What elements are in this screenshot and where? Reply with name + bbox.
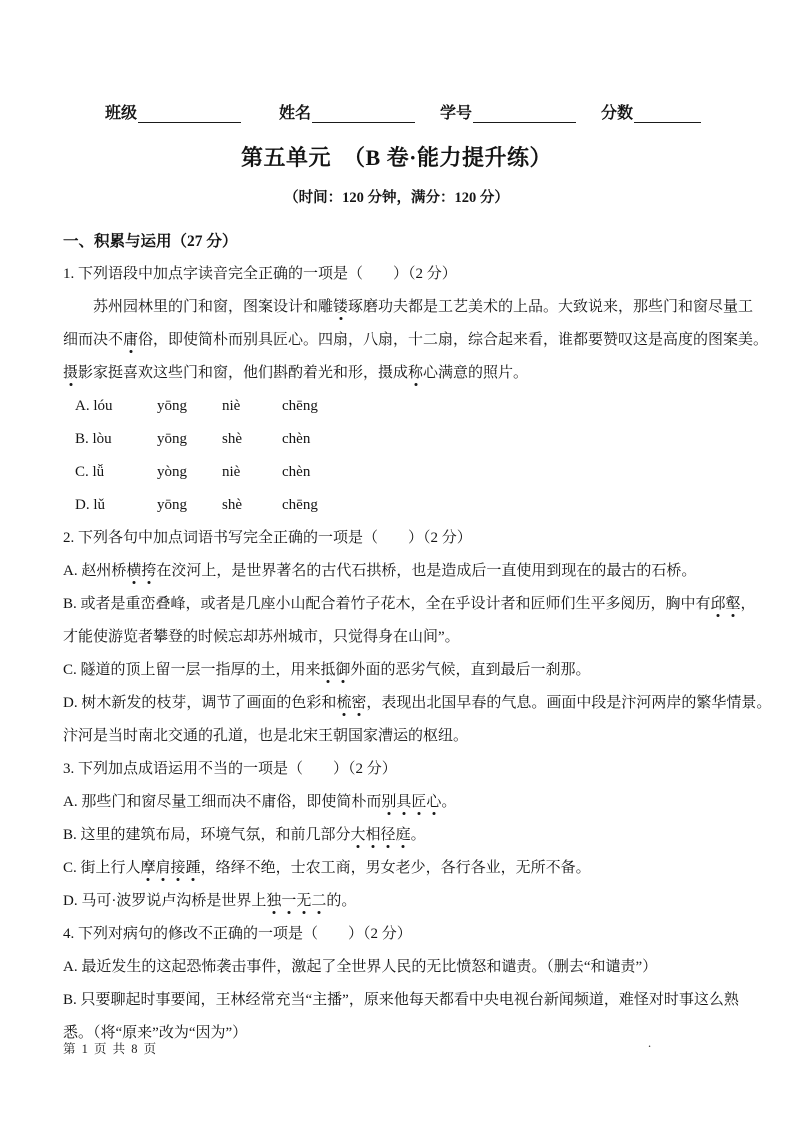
passage-line: 摄影家挺喜欢这些门和窗，他们斟酌着光和形，摄成称心满意的照片。 <box>63 365 529 381</box>
pinyin-cell: niè <box>222 464 241 480</box>
pinyin-cell: yòng <box>157 464 187 480</box>
pinyin-cell: C. lǚ <box>75 464 105 480</box>
emphasis-dotted-char: 具 <box>396 794 412 810</box>
emphasis-dotted-char: 镂 <box>333 299 349 315</box>
emphasis-dotted-char: 密 <box>351 695 367 711</box>
emphasis-dotted-char: 摄 <box>63 365 79 381</box>
emphasis-dotted-char: 御 <box>335 662 351 678</box>
option-line: D. 马可·波罗说卢沟桥是世界上独一无二的。 <box>63 893 357 909</box>
pinyin-cell: yōng <box>157 431 187 447</box>
pinyin-cell: D. lǔ <box>75 497 105 513</box>
question-stem: 3. 下列加点成语运用不当的一项是（ ）（2 分） <box>63 761 397 777</box>
emphasis-dotted-char: 无 <box>296 893 312 909</box>
section-heading: 一、积累与运用（27 分） <box>63 233 238 250</box>
option-line: C. 街上行人摩肩接踵，络绎不绝，士农工商，男女老少，各行各业，无所不备。 <box>63 860 591 876</box>
emphasis-dotted-char: 心 <box>426 794 442 810</box>
emphasis-dotted-char: 邱 <box>710 596 726 612</box>
pinyin-option-row <box>63 423 773 456</box>
emphasis-dotted-char: 摩 <box>140 860 156 876</box>
pinyin-option-row <box>63 390 773 423</box>
option-line: C. 隧道的顶上留一层一指厚的土，用来抵御外面的恶劣气候，直到最后一刹那。 <box>63 662 591 678</box>
emphasis-dotted-char: 匠 <box>411 794 427 810</box>
emphasis-dotted-char: 大 <box>350 827 366 843</box>
question-stem: 4. 下列对病句的修改不正确的一项是（ ）（2 分） <box>63 926 412 942</box>
emphasis-dotted-char: 壑 <box>725 596 741 612</box>
option-line: A. 最近发生的这起恐怖袭击事件，激起了全世界人民的无比愤怒和谴责。（删去“和谴责”） <box>63 959 658 975</box>
emphasis-dotted-char: 别 <box>381 794 397 810</box>
emphasis-dotted-char: 径 <box>380 827 396 843</box>
option-line: D. 树木新发的枝芽，调节了画面的色彩和梳密，表现出北国早春的气息。画面中段是汴河两岸的繁华情景。 <box>63 695 772 711</box>
blank-line <box>312 105 415 123</box>
emphasis-dotted-char: 庸 <box>123 332 139 348</box>
emphasis-dotted-char: 二 <box>311 893 327 909</box>
pinyin-cell: niè <box>222 398 241 414</box>
header-field <box>105 100 241 123</box>
pinyin-cell: yōng <box>157 497 187 513</box>
emphasis-dotted-char: 肩 <box>155 860 171 876</box>
passage-line: 苏州园林里的门和窗，图案设计和雕镂琢磨功夫都是工艺美术的上品。大致说来，那些门和窗尽量工 <box>93 299 754 315</box>
emphasis-dotted-char: 挎 <box>141 563 157 579</box>
blank-line <box>138 105 241 123</box>
question-stem: 1. 下列语段中加点字读音完全正确的一项是（ ）（2 分） <box>63 266 457 282</box>
pinyin-cell: A. lóu <box>75 398 113 414</box>
emphasis-dotted-char: 一 <box>281 893 297 909</box>
pinyin-option-row <box>63 456 773 489</box>
emphasis-dotted-char: 相 <box>365 827 381 843</box>
pinyin-cell: chèn <box>282 431 311 447</box>
emphasis-dotted-char: 接 <box>170 860 186 876</box>
page-footer <box>63 1036 723 1057</box>
question-stem: 2. 下列各句中加点词语书写完全正确的一项是（ ）（2 分） <box>63 530 472 546</box>
header-field <box>601 100 701 123</box>
pinyin-cell: B. lòu <box>75 431 112 447</box>
blank-line <box>634 105 701 123</box>
option-line: B. 只要聊起时事要闻，王林经常充当“主播”，原来他每天都看中央电视台新闻频道，难怪对时事这么熟 <box>63 992 739 1008</box>
option-line: 悉。（将“原来”改为“因为”） <box>63 1025 248 1041</box>
option-line: 汴河是当时南北交通的孔道，也是北宋王朝国家漕运的枢纽。 <box>63 728 469 744</box>
option-line: B. 这里的建筑布局，环境气氛，和前几部分大相径庭。 <box>63 827 426 843</box>
document-body <box>0 207 793 1050</box>
pinyin-cell: chēng <box>282 497 318 513</box>
field-label: 学号 <box>440 105 473 122</box>
field-label: 分数 <box>601 105 634 122</box>
option-line: 才能使游览者攀登的时候忘却苏州城市，只觉得身在山间”。 <box>63 629 460 645</box>
option-line: A. 赵州桥横挎在洨河上，是世界著名的古代石拱桥，也是造成后一直使用到现在的最古的石桥。 <box>63 563 697 579</box>
pinyin-cell: yōng <box>157 398 187 414</box>
pinyin-cell: chēng <box>282 398 318 414</box>
emphasis-dotted-char: 庭 <box>395 827 411 843</box>
header-field <box>279 100 415 123</box>
option-line: A. 那些门和窗尽量工细而决不庸俗，即使简朴而别具匠心。 <box>63 794 457 810</box>
pinyin-cell: shè <box>222 497 242 513</box>
pinyin-option-row <box>63 489 773 522</box>
emphasis-dotted-char: 称 <box>408 365 424 381</box>
stray-dot: . <box>648 1036 652 1050</box>
emphasis-dotted-char: 横 <box>126 563 142 579</box>
field-label: 班级 <box>105 105 138 122</box>
emphasis-dotted-char: 踵 <box>185 860 201 876</box>
emphasis-dotted-char: 独 <box>266 893 282 909</box>
page-title: 第五单元 （B 卷·能力提升练） <box>240 145 552 170</box>
blank-line <box>473 105 576 123</box>
page-number: 第 1 页 共 8 页 <box>63 1042 158 1056</box>
pinyin-cell: shè <box>222 431 242 447</box>
pinyin-cell: chèn <box>282 464 311 480</box>
passage-line: 细而决不庸俗，即使简朴而别具匠心。四扇，八扇，十二扇，综合起来看，谁都要赞叹这是高度的图案美。 <box>63 332 769 348</box>
header-fields <box>0 0 793 123</box>
emphasis-dotted-char: 抵 <box>320 662 336 678</box>
emphasis-dotted-char: 梳 <box>336 695 352 711</box>
option-line: B. 或者是重峦叠峰，或者是几座小山配合着竹子花木，全在乎设计者和匠师们生平多阅历，胸中有邱壑， <box>63 596 756 612</box>
header-field <box>440 100 576 123</box>
page-subtitle: （时间：120 分钟，满分：120 分） <box>284 190 509 206</box>
field-label: 姓名 <box>279 105 312 122</box>
